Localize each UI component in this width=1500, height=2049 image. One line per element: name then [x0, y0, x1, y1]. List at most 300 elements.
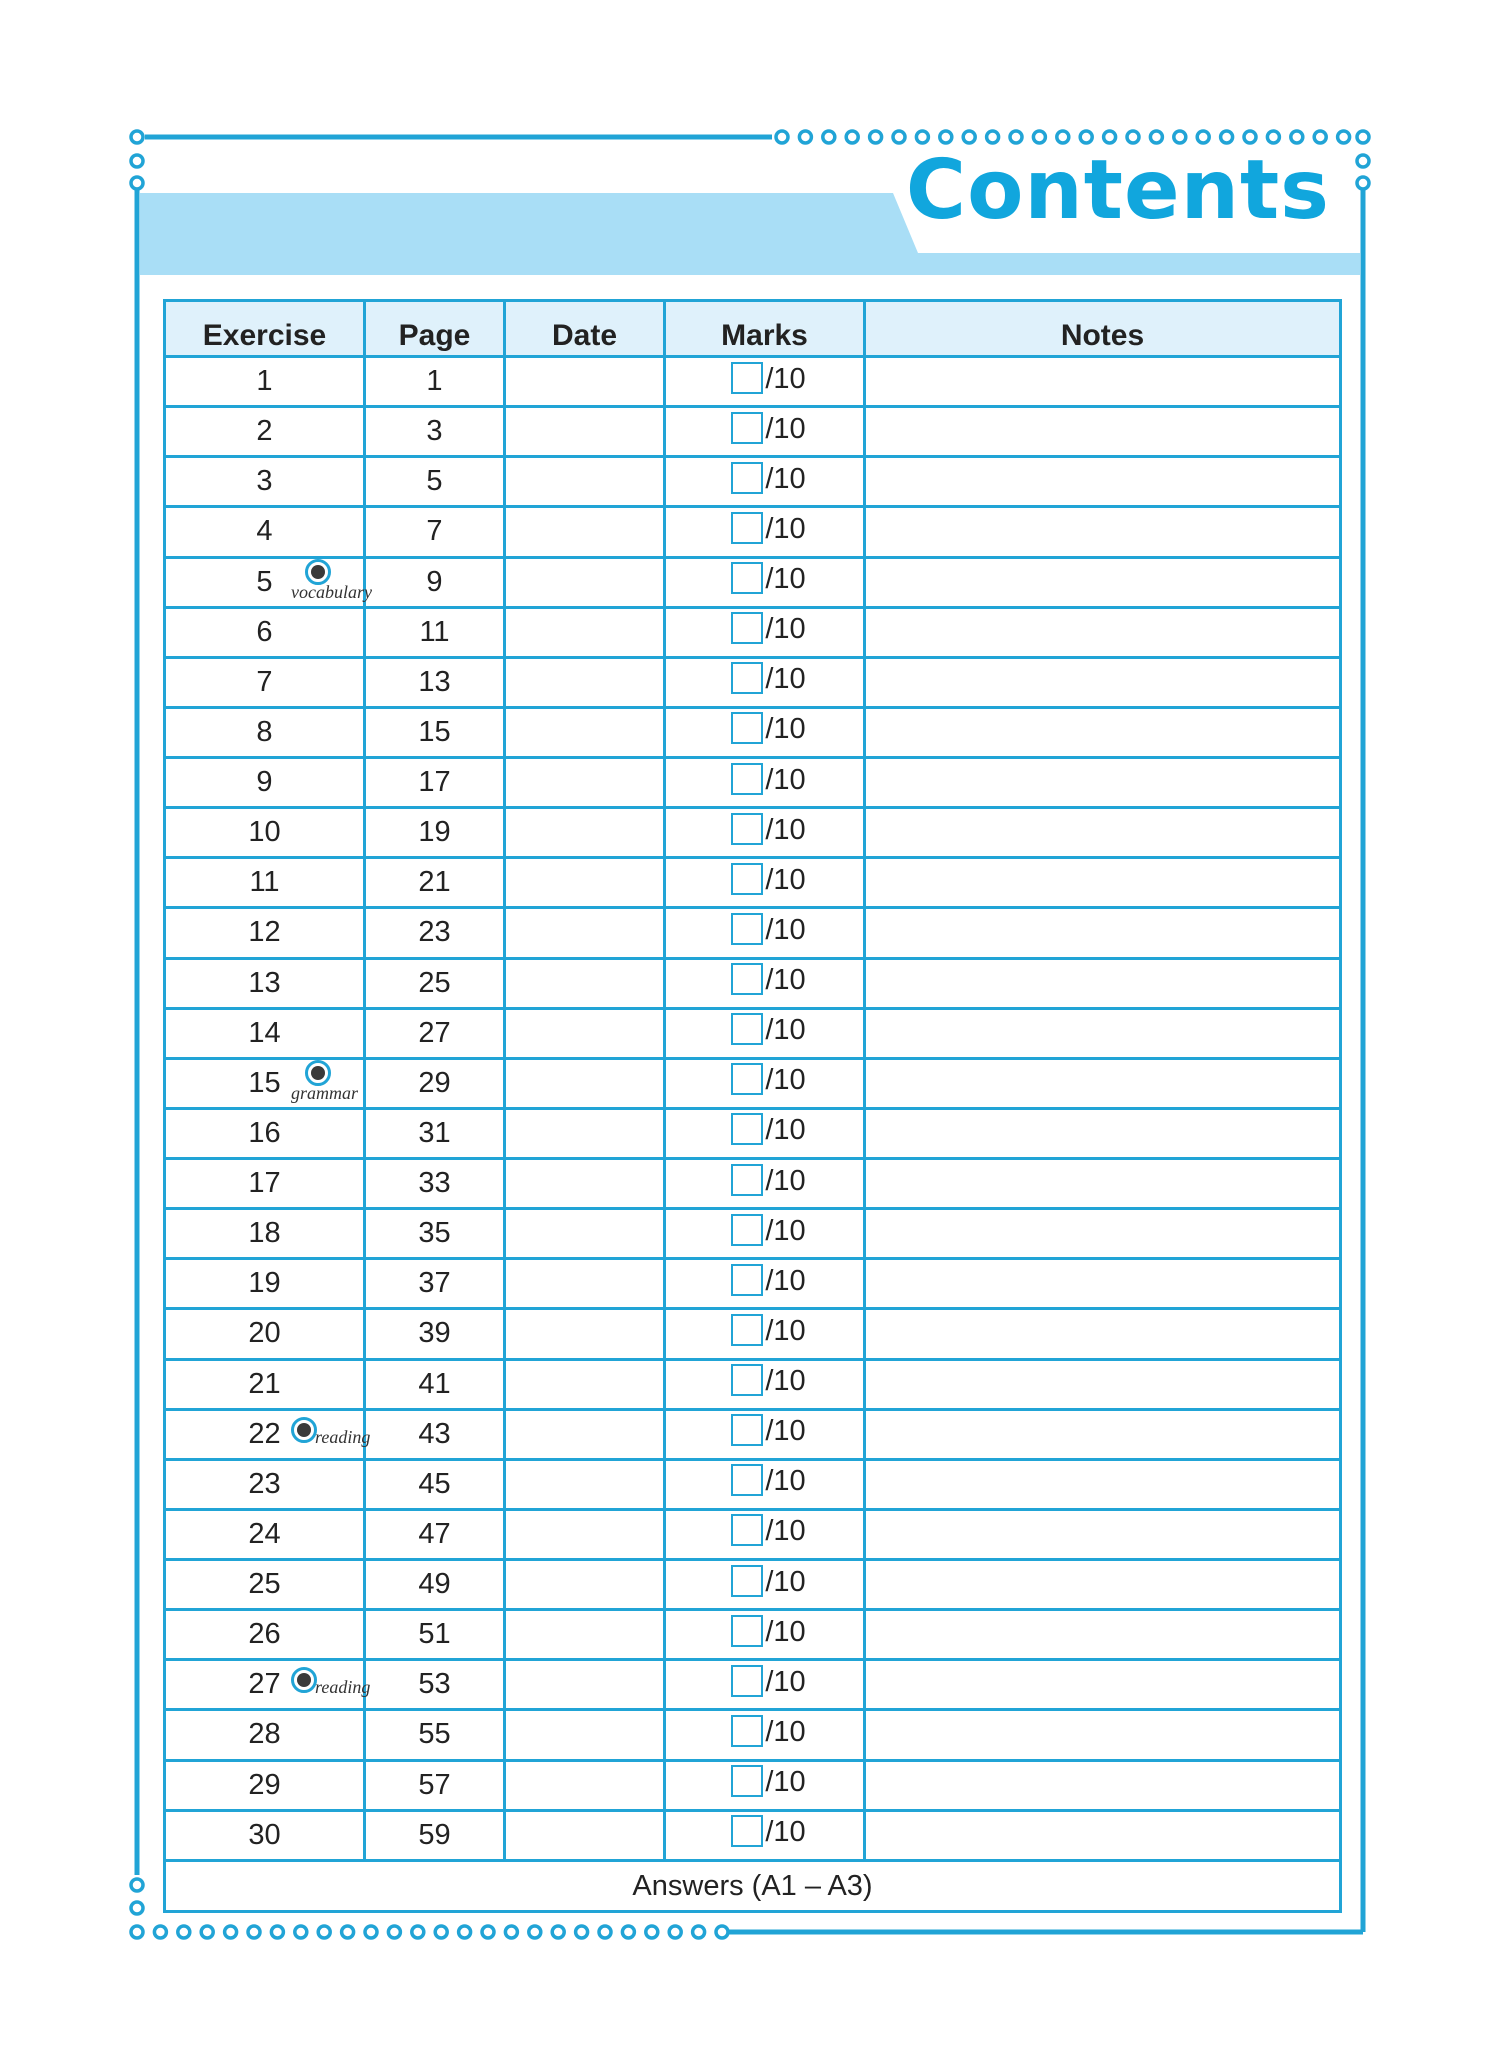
notes-cell[interactable]: [865, 1810, 1341, 1860]
table-row: [165, 1409, 1341, 1459]
marks-cell: [665, 407, 865, 457]
score-box[interactable]: [731, 412, 763, 444]
score-box[interactable]: [731, 1715, 763, 1747]
marks-entry: [731, 1815, 805, 1847]
column-header-marks: Marks: [665, 301, 865, 357]
exercise-cell: [165, 1710, 365, 1760]
score-box[interactable]: [731, 1214, 763, 1246]
notes-cell[interactable]: [865, 1760, 1341, 1810]
marks-cell: [665, 1058, 865, 1108]
border-dot: [1357, 177, 1369, 189]
exercise-number: 1: [256, 365, 273, 398]
exercise-number: 20: [248, 1317, 281, 1350]
skill-label: grammar: [291, 1082, 359, 1103]
exercise-number: 11: [249, 866, 280, 899]
notes-cell[interactable]: [865, 1710, 1341, 1760]
table-row: [165, 1560, 1341, 1610]
date-cell[interactable]: [505, 908, 665, 958]
skill-tag: [291, 557, 391, 607]
marks-cell: [665, 507, 865, 557]
page-cell: 47: [365, 1509, 505, 1559]
exercise-number: 16: [248, 1116, 281, 1149]
date-cell[interactable]: [505, 1560, 665, 1610]
score-box[interactable]: [731, 662, 763, 694]
page-cell: 3: [365, 407, 505, 457]
border-dot: [1314, 131, 1326, 143]
date-cell[interactable]: [505, 1660, 665, 1710]
date-cell[interactable]: [505, 1259, 665, 1309]
exercise-number: 7: [256, 665, 273, 698]
page-cell: 23: [365, 908, 505, 958]
marks-cell: [665, 758, 865, 808]
answers-label: Answers (A1 – A3): [165, 1861, 1341, 1912]
marks-total: /10: [765, 1214, 806, 1247]
date-cell[interactable]: [505, 1108, 665, 1158]
marks-total: /10: [765, 663, 806, 696]
table-row: [165, 858, 1341, 908]
marks-total: /10: [765, 1114, 806, 1147]
date-cell[interactable]: [505, 1309, 665, 1359]
date-cell[interactable]: [505, 1610, 665, 1660]
border-dot: [412, 1926, 424, 1938]
exercise-cell: [165, 1610, 365, 1660]
score-box[interactable]: [731, 1815, 763, 1847]
marks-entry: [731, 562, 805, 594]
border-dot: [776, 131, 788, 143]
border-dot: [201, 1926, 213, 1938]
notes-cell[interactable]: [865, 457, 1341, 507]
table-row: [165, 1810, 1341, 1860]
exercise-cell: [165, 1459, 365, 1509]
page-cell: 41: [365, 1359, 505, 1409]
notes-cell[interactable]: [865, 758, 1341, 808]
marks-total: /10: [765, 1615, 806, 1648]
marks-total: /10: [765, 763, 806, 796]
answers-row: [165, 1861, 1341, 1912]
marks-total: /10: [765, 1515, 806, 1548]
score-box[interactable]: [731, 512, 763, 544]
marks-total: /10: [765, 512, 806, 545]
notes-cell[interactable]: [865, 1359, 1341, 1409]
page-cell: 43: [365, 1409, 505, 1459]
score-box[interactable]: [731, 1414, 763, 1446]
date-cell[interactable]: [505, 1409, 665, 1459]
border-dot: [271, 1926, 283, 1938]
score-box[interactable]: [731, 562, 763, 594]
table-row: [165, 1309, 1341, 1359]
marks-entry: [731, 1715, 805, 1747]
marks-entry: [731, 1063, 805, 1095]
table-row: [165, 1660, 1341, 1710]
score-box[interactable]: [731, 362, 763, 394]
column-header-exercise: Exercise: [165, 301, 365, 357]
exercise-number: 24: [248, 1517, 281, 1550]
date-cell[interactable]: [505, 758, 665, 808]
score-box[interactable]: [731, 612, 763, 644]
exercise-cell: [165, 758, 365, 808]
exercise-cell: [165, 1660, 371, 1710]
skill-label: vocabulary: [291, 581, 372, 602]
marks-cell: [665, 1610, 865, 1660]
exercise-number: 18: [248, 1217, 281, 1250]
e-badge-icon: [291, 1667, 317, 1693]
marks-entry: [731, 813, 805, 845]
table-row: [165, 1509, 1341, 1559]
page-cell: 33: [365, 1159, 505, 1209]
marks-entry: [731, 512, 805, 544]
table-row: [165, 457, 1341, 507]
marks-entry: [731, 412, 805, 444]
marks-entry: [731, 1214, 805, 1246]
table-row: [165, 1610, 1341, 1660]
exercise-cell: [165, 457, 365, 507]
border-dot: [576, 1926, 588, 1938]
date-cell[interactable]: [505, 1760, 665, 1810]
exercise-cell: [165, 1058, 365, 1108]
border-dot: [823, 131, 835, 143]
marks-cell: [665, 1159, 865, 1209]
border-dot: [1338, 131, 1350, 143]
border-dot: [716, 1926, 728, 1938]
notes-cell[interactable]: [865, 1660, 1341, 1710]
page-cell: 17: [365, 758, 505, 808]
skill-label: reading: [315, 1677, 371, 1698]
marks-cell: [665, 1560, 865, 1610]
marks-cell: [665, 1810, 865, 1860]
marks-total: /10: [765, 1766, 806, 1799]
border-dot: [295, 1926, 307, 1938]
border-dot: [1221, 131, 1233, 143]
exercise-cell: [165, 557, 372, 607]
marks-cell: [665, 958, 865, 1008]
date-cell[interactable]: [505, 1710, 665, 1760]
score-box[interactable]: [731, 1314, 763, 1346]
score-box[interactable]: [731, 1765, 763, 1797]
page-cell: 55: [365, 1710, 505, 1760]
notes-cell[interactable]: [865, 1008, 1341, 1058]
border-dot: [131, 1926, 143, 1938]
exercise-number: 26: [248, 1618, 281, 1651]
border-dot: [940, 131, 952, 143]
table-row: [165, 1710, 1341, 1760]
skill-tag: [291, 1409, 391, 1459]
exercise-cell: [165, 407, 365, 457]
border-dot: [1357, 155, 1369, 167]
score-box[interactable]: [731, 1013, 763, 1045]
page-cell: 35: [365, 1209, 505, 1259]
date-cell[interactable]: [505, 1058, 665, 1108]
score-box[interactable]: [731, 1113, 763, 1145]
border-dot: [1150, 131, 1162, 143]
marks-cell: [665, 858, 865, 908]
score-box[interactable]: [731, 1464, 763, 1496]
marks-total: /10: [765, 1816, 806, 1849]
date-cell[interactable]: [505, 1509, 665, 1559]
border-dot: [669, 1926, 681, 1938]
notes-cell[interactable]: [865, 557, 1341, 607]
table-row: [165, 1058, 1341, 1108]
contents-table: [163, 299, 1342, 1913]
marks-total: /10: [765, 1565, 806, 1598]
score-box[interactable]: [731, 1665, 763, 1697]
score-box[interactable]: [731, 913, 763, 945]
exercise-number: 28: [248, 1718, 281, 1751]
marks-entry: [731, 1314, 805, 1346]
notes-cell[interactable]: [865, 1409, 1341, 1459]
column-header-date: Date: [505, 301, 665, 357]
border-dot: [318, 1926, 330, 1938]
date-cell[interactable]: [505, 958, 665, 1008]
e-badge-icon: [291, 1417, 317, 1443]
marks-cell: [665, 1309, 865, 1359]
marks-cell: [665, 1710, 865, 1760]
exercise-number: 15: [248, 1066, 281, 1099]
table-row: [165, 407, 1341, 457]
date-cell[interactable]: [505, 1209, 665, 1259]
page-cell: 59: [365, 1810, 505, 1860]
border-dot: [131, 1879, 143, 1891]
marks-entry: [731, 913, 805, 945]
date-cell[interactable]: [505, 1459, 665, 1509]
marks-cell: [665, 1760, 865, 1810]
marks-entry: [731, 763, 805, 795]
page-cell: 21: [365, 858, 505, 908]
skill-tag: [291, 1058, 391, 1108]
score-box[interactable]: [731, 813, 763, 845]
page-cell: 15: [365, 707, 505, 757]
notes-cell[interactable]: [865, 607, 1341, 657]
exercise-cell: [165, 1810, 365, 1860]
marks-total: /10: [765, 1164, 806, 1197]
table-row: [165, 1259, 1341, 1309]
marks-cell: [665, 1509, 865, 1559]
notes-cell[interactable]: [865, 507, 1341, 557]
marks-entry: [731, 1464, 805, 1496]
exercise-cell: [165, 1209, 365, 1259]
page-cell: 29: [365, 1058, 505, 1108]
border-dot: [225, 1926, 237, 1938]
border-dot: [1010, 131, 1022, 143]
border-dot: [365, 1926, 377, 1938]
border-dot: [916, 131, 928, 143]
border-dot: [1291, 131, 1303, 143]
border-dot: [529, 1926, 541, 1938]
exercise-cell: [165, 357, 365, 407]
notes-cell[interactable]: [865, 1560, 1341, 1610]
marks-entry: [731, 612, 805, 644]
marks-total: /10: [765, 913, 806, 946]
score-box[interactable]: [731, 1615, 763, 1647]
marks-cell: [665, 1008, 865, 1058]
page-cell: 13: [365, 657, 505, 707]
notes-cell[interactable]: [865, 1209, 1341, 1259]
notes-cell[interactable]: [865, 1459, 1341, 1509]
marks-total: /10: [765, 1715, 806, 1748]
date-cell[interactable]: [505, 557, 665, 607]
date-cell[interactable]: [505, 1810, 665, 1860]
exercise-cell: [165, 1259, 365, 1309]
border-dot: [131, 131, 143, 143]
marks-cell: [665, 1359, 865, 1409]
table-row: [165, 1108, 1341, 1158]
page-title: Contents: [905, 143, 1330, 238]
notes-cell[interactable]: [865, 808, 1341, 858]
marks-total: /10: [765, 462, 806, 495]
skill-label: reading: [315, 1426, 371, 1447]
score-box[interactable]: [731, 462, 763, 494]
border-dot: [1357, 131, 1369, 143]
table-row: [165, 1359, 1341, 1409]
page-cell: 9: [365, 557, 505, 607]
date-cell[interactable]: [505, 1159, 665, 1209]
exercise-number: 17: [248, 1167, 281, 1200]
marks-total: /10: [765, 1465, 806, 1498]
border-dot: [178, 1926, 190, 1938]
notes-cell[interactable]: [865, 958, 1341, 1008]
marks-cell: [665, 457, 865, 507]
score-box[interactable]: [731, 863, 763, 895]
border-dot: [646, 1926, 658, 1938]
marks-cell: [665, 1209, 865, 1259]
page-cell: 49: [365, 1560, 505, 1610]
page-cell: 7: [365, 507, 505, 557]
date-cell[interactable]: [505, 1359, 665, 1409]
marks-total: /10: [765, 1314, 806, 1347]
exercise-cell: [165, 1509, 365, 1559]
page-cell: 5: [365, 457, 505, 507]
exercise-number: 4: [256, 515, 273, 548]
page-cell: 11: [365, 607, 505, 657]
exercise-number: 12: [248, 916, 281, 949]
date-cell[interactable]: [505, 357, 665, 407]
date-cell[interactable]: [505, 407, 665, 457]
table-row: [165, 908, 1341, 958]
column-header-page: Page: [365, 301, 505, 357]
page-cell: 57: [365, 1760, 505, 1810]
date-cell[interactable]: [505, 707, 665, 757]
score-box[interactable]: [731, 1063, 763, 1095]
notes-cell[interactable]: [865, 1309, 1341, 1359]
exercise-cell: [165, 607, 365, 657]
border-dot: [1174, 131, 1186, 143]
score-box[interactable]: [731, 1264, 763, 1296]
page-cell: 31: [365, 1108, 505, 1158]
column-header-notes: Notes: [865, 301, 1341, 357]
border-dot: [963, 131, 975, 143]
border-dot: [154, 1926, 166, 1938]
table-row: [165, 657, 1341, 707]
page-cell: 45: [365, 1459, 505, 1509]
border-dot: [342, 1926, 354, 1938]
skill-tag: [291, 1659, 391, 1709]
exercise-number: 21: [248, 1367, 281, 1400]
marks-cell: [665, 657, 865, 707]
marks-cell: [665, 1459, 865, 1509]
border-dot: [248, 1926, 260, 1938]
exercise-cell: [165, 1159, 365, 1209]
exercise-number: 14: [248, 1016, 281, 1049]
notes-cell[interactable]: [865, 908, 1341, 958]
score-box[interactable]: [731, 1565, 763, 1597]
table-row: [165, 607, 1341, 657]
marks-entry: [731, 362, 805, 394]
border-dot: [131, 155, 143, 167]
exercise-number: 22: [248, 1417, 281, 1450]
score-box[interactable]: [731, 1164, 763, 1196]
table-row: [165, 1209, 1341, 1259]
marks-total: /10: [765, 964, 806, 997]
notes-cell[interactable]: [865, 657, 1341, 707]
exercise-number: 30: [248, 1818, 281, 1851]
marks-total: /10: [765, 1014, 806, 1047]
notes-cell[interactable]: [865, 1058, 1341, 1108]
border-dot: [131, 1902, 143, 1914]
exercise-number: 13: [248, 966, 281, 999]
date-cell[interactable]: [505, 607, 665, 657]
border-dot: [1197, 131, 1209, 143]
table-row: [165, 1760, 1341, 1810]
border-dot: [870, 131, 882, 143]
notes-cell[interactable]: [865, 1259, 1341, 1309]
score-box[interactable]: [731, 1514, 763, 1546]
notes-cell[interactable]: [865, 858, 1341, 908]
exercise-cell: [165, 1309, 365, 1359]
table-row: [165, 808, 1341, 858]
date-cell[interactable]: [505, 858, 665, 908]
marks-total: /10: [765, 1365, 806, 1398]
notes-cell[interactable]: [865, 1509, 1341, 1559]
notes-cell[interactable]: [865, 357, 1341, 407]
table-row: [165, 958, 1341, 1008]
date-cell[interactable]: [505, 657, 665, 707]
marks-total: /10: [765, 613, 806, 646]
marks-cell: [665, 908, 865, 958]
notes-cell[interactable]: [865, 407, 1341, 457]
marks-total: /10: [765, 813, 806, 846]
exercise-cell: [165, 908, 365, 958]
exercise-number: 5: [256, 565, 273, 598]
exercise-cell: [165, 1108, 365, 1158]
border-dot: [987, 131, 999, 143]
notes-cell[interactable]: [865, 1108, 1341, 1158]
score-box[interactable]: [731, 712, 763, 744]
score-box[interactable]: [731, 763, 763, 795]
notes-cell[interactable]: [865, 1610, 1341, 1660]
date-cell[interactable]: [505, 457, 665, 507]
border-dot: [1244, 131, 1256, 143]
score-box[interactable]: [731, 963, 763, 995]
marks-entry: [731, 1264, 805, 1296]
table-row: [165, 1459, 1341, 1509]
date-cell[interactable]: [505, 1008, 665, 1058]
exercise-number: 25: [248, 1568, 281, 1601]
marks-entry: [731, 1364, 805, 1396]
date-cell[interactable]: [505, 808, 665, 858]
marks-total: /10: [765, 1665, 806, 1698]
table-header-row: [165, 301, 1341, 357]
notes-cell[interactable]: [865, 707, 1341, 757]
exercise-cell: [165, 858, 365, 908]
score-box[interactable]: [731, 1364, 763, 1396]
marks-total: /10: [765, 713, 806, 746]
date-cell[interactable]: [505, 507, 665, 557]
marks-cell: [665, 1660, 865, 1710]
notes-cell[interactable]: [865, 1159, 1341, 1209]
border-dot: [799, 131, 811, 143]
marks-entry: [731, 462, 805, 494]
page-cell: 27: [365, 1008, 505, 1058]
exercise-number: 27: [248, 1668, 281, 1701]
